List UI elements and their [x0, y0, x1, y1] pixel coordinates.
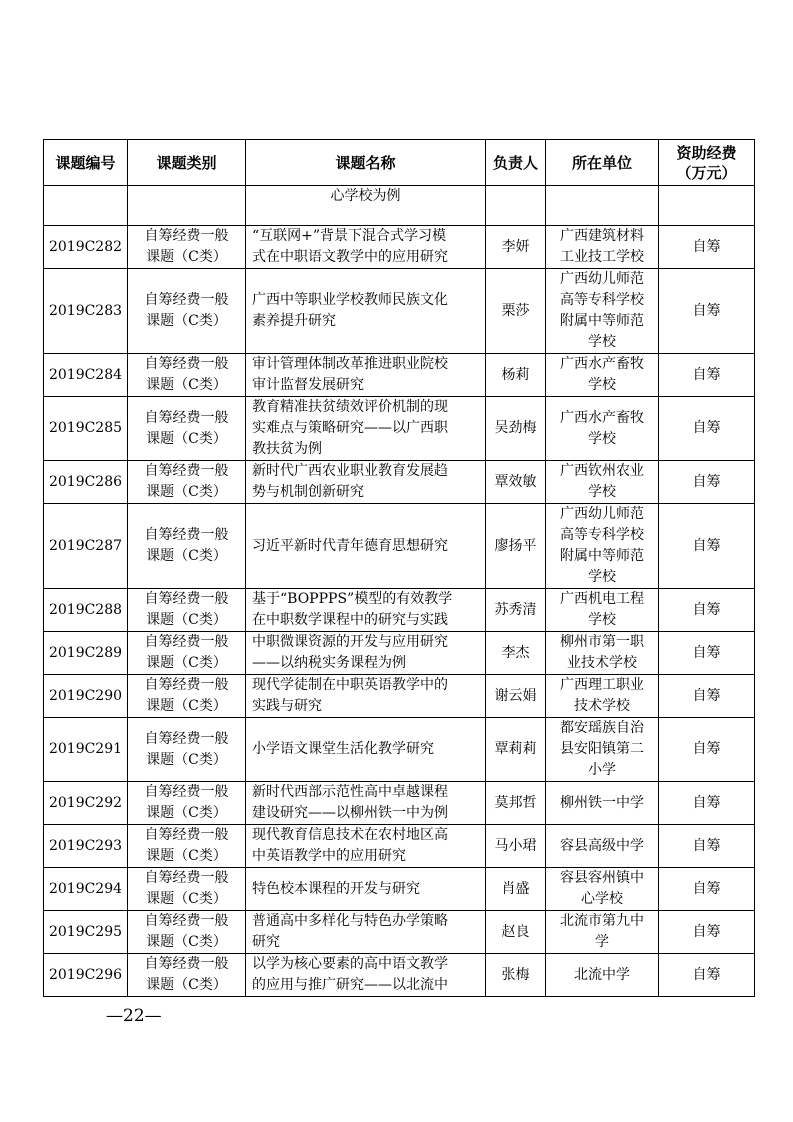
cell-funding: 自筹 [659, 397, 755, 461]
cell-unit: 容县高级中学 [546, 825, 659, 868]
table-row [44, 782, 755, 825]
cell-title: 特色校本课程的开发与研究 [246, 868, 486, 911]
cell-code: 2019C283 [44, 269, 128, 354]
cell-funding: 自筹 [659, 782, 755, 825]
cell-code: 2019C288 [44, 589, 128, 632]
cell-title: 新时代广西农业职业教育发展趋 势与机制创新研究 [246, 461, 486, 504]
cell-unit: 都安瑶族自治 县安阳镇第二 小学 [546, 718, 659, 782]
cell-category: 自筹经费一般 课题（C类） [128, 782, 246, 825]
cell-funding: 自筹 [659, 718, 755, 782]
cell-category: 自筹经费一般 课题（C类） [128, 226, 246, 269]
cell-leader: 栗莎 [486, 269, 546, 354]
cell-code: 2019C284 [44, 354, 128, 397]
cell-unit: 广西水产畜牧 学校 [546, 397, 659, 461]
cell-title: “互联网+”背景下混合式学习模 式在中职语文教学中的应用研究 [246, 226, 486, 269]
cell-category: 自筹经费一般 课题（C类） [128, 632, 246, 675]
cell-leader: 廖扬平 [486, 504, 546, 589]
cell-funding: 自筹 [659, 504, 755, 589]
table-row [44, 868, 755, 911]
cell-unit: 广西机电工程 学校 [546, 589, 659, 632]
project-table [43, 139, 755, 997]
cell-funding [659, 186, 755, 226]
cell-unit: 广西水产畜牧 学校 [546, 354, 659, 397]
table-row [44, 461, 755, 504]
cell-code: 2019C295 [44, 911, 128, 954]
cell-title: 审计管理体制改革推进职业院校 审计监督发展研究 [246, 354, 486, 397]
cell-category: 自筹经费一般 课题（C类） [128, 504, 246, 589]
table-row [44, 504, 755, 589]
cell-leader: 谢云娟 [486, 675, 546, 718]
table-row [44, 269, 755, 354]
cell-title: 现代教育信息技术在农村地区高 中英语教学中的应用研究 [246, 825, 486, 868]
cell-code [44, 186, 128, 226]
cell-unit: 广西钦州农业 学校 [546, 461, 659, 504]
cell-code: 2019C286 [44, 461, 128, 504]
cell-title: 广西中等职业学校教师民族文化 素养提升研究 [246, 269, 486, 354]
cell-title: 中职微课资源的开发与应用研究 ——以纳税实务课程为例 [246, 632, 486, 675]
cell-code: 2019C292 [44, 782, 128, 825]
cell-leader: 李妍 [486, 226, 546, 269]
cell-category: 自筹经费一般 课题（C类） [128, 825, 246, 868]
cell-title: 教育精准扶贫绩效评价机制的现 实难点与策略研究——以广西职 教扶贫为例 [246, 397, 486, 461]
cell-funding: 自筹 [659, 461, 755, 504]
cell-funding: 自筹 [659, 632, 755, 675]
table-row [44, 226, 755, 269]
table-row [44, 354, 755, 397]
cell-category: 自筹经费一般 课题（C类） [128, 954, 246, 997]
cell-unit: 北流市第九中 学 [546, 911, 659, 954]
cell-unit: 广西幼儿师范 高等专科学校 附属中等师范 学校 [546, 269, 659, 354]
cell-code: 2019C294 [44, 868, 128, 911]
cell-title: 基于“BOPPPS”模型的有效教学 在中职数学课程中的研究与实践 [246, 589, 486, 632]
cell-leader: 吴劲梅 [486, 397, 546, 461]
cell-leader: 苏秀清 [486, 589, 546, 632]
page-number: —22— [106, 1006, 162, 1026]
cell-leader: 马小珺 [486, 825, 546, 868]
cell-unit: 柳州市第一职 业技术学校 [546, 632, 659, 675]
cell-unit: 广西理工职业 技术学校 [546, 675, 659, 718]
header-funding: 资助经费 （万元） [659, 140, 755, 186]
cell-leader: 李杰 [486, 632, 546, 675]
cell-leader [486, 186, 546, 226]
cell-code: 2019C293 [44, 825, 128, 868]
cell-leader: 赵良 [486, 911, 546, 954]
table-row [44, 397, 755, 461]
cell-funding: 自筹 [659, 589, 755, 632]
cell-unit [546, 186, 659, 226]
table-row [44, 675, 755, 718]
table-row [44, 825, 755, 868]
cell-category: 自筹经费一般 课题（C类） [128, 675, 246, 718]
table-row [44, 954, 755, 997]
header-unit: 所在单位 [546, 140, 659, 186]
table-row [44, 718, 755, 782]
header-title: 课题名称 [246, 140, 486, 186]
cell-funding: 自筹 [659, 911, 755, 954]
cell-category: 自筹经费一般 课题（C类） [128, 461, 246, 504]
cell-title: 新时代西部示范性高中卓越课程 建设研究——以柳州铁一中为例 [246, 782, 486, 825]
cell-funding: 自筹 [659, 868, 755, 911]
cell-code: 2019C289 [44, 632, 128, 675]
cell-category [128, 186, 246, 226]
cell-funding: 自筹 [659, 954, 755, 997]
cell-leader: 覃莉莉 [486, 718, 546, 782]
cell-leader: 张梅 [486, 954, 546, 997]
header-code: 课题编号 [44, 140, 128, 186]
cell-category: 自筹经费一般 课题（C类） [128, 354, 246, 397]
cell-title: 以学为核心要素的高中语文教学 的应用与推广研究——以北流中 [246, 954, 486, 997]
cell-category: 自筹经费一般 课题（C类） [128, 911, 246, 954]
cell-code: 2019C285 [44, 397, 128, 461]
cell-title: 普通高中多样化与特色办学策略 研究 [246, 911, 486, 954]
cell-funding: 自筹 [659, 269, 755, 354]
cell-funding: 自筹 [659, 354, 755, 397]
cell-code: 2019C287 [44, 504, 128, 589]
cell-code: 2019C296 [44, 954, 128, 997]
cell-funding: 自筹 [659, 825, 755, 868]
cell-code: 2019C291 [44, 718, 128, 782]
cell-leader: 肖盛 [486, 868, 546, 911]
cell-leader: 莫邦哲 [486, 782, 546, 825]
cell-code: 2019C290 [44, 675, 128, 718]
cell-category: 自筹经费一般 课题（C类） [128, 718, 246, 782]
cell-funding: 自筹 [659, 675, 755, 718]
cell-funding: 自筹 [659, 226, 755, 269]
table-row [44, 632, 755, 675]
cell-category: 自筹经费一般 课题（C类） [128, 269, 246, 354]
table-row [44, 589, 755, 632]
cell-category: 自筹经费一般 课题（C类） [128, 589, 246, 632]
cell-code: 2019C282 [44, 226, 128, 269]
table-header-row [44, 140, 755, 186]
cell-unit: 容县容州镇中 心学校 [546, 868, 659, 911]
cell-leader: 覃效敏 [486, 461, 546, 504]
cell-unit: 北流中学 [546, 954, 659, 997]
cell-title: 现代学徒制在中职英语教学中的 实践与研究 [246, 675, 486, 718]
cell-title: 小学语文课堂生活化教学研究 [246, 718, 486, 782]
cell-title: 心学校为例 [246, 186, 486, 226]
cell-unit: 广西建筑材料 工业技工学校 [546, 226, 659, 269]
header-leader: 负责人 [486, 140, 546, 186]
cell-unit: 广西幼儿师范 高等专科学校 附属中等师范 学校 [546, 504, 659, 589]
cell-unit: 柳州铁一中学 [546, 782, 659, 825]
continuation-row [44, 186, 755, 226]
header-category: 课题类别 [128, 140, 246, 186]
table-row [44, 911, 755, 954]
cell-leader: 杨莉 [486, 354, 546, 397]
cell-category: 自筹经费一般 课题（C类） [128, 397, 246, 461]
cell-category: 自筹经费一般 课题（C类） [128, 868, 246, 911]
cell-title: 习近平新时代青年德育思想研究 [246, 504, 486, 589]
